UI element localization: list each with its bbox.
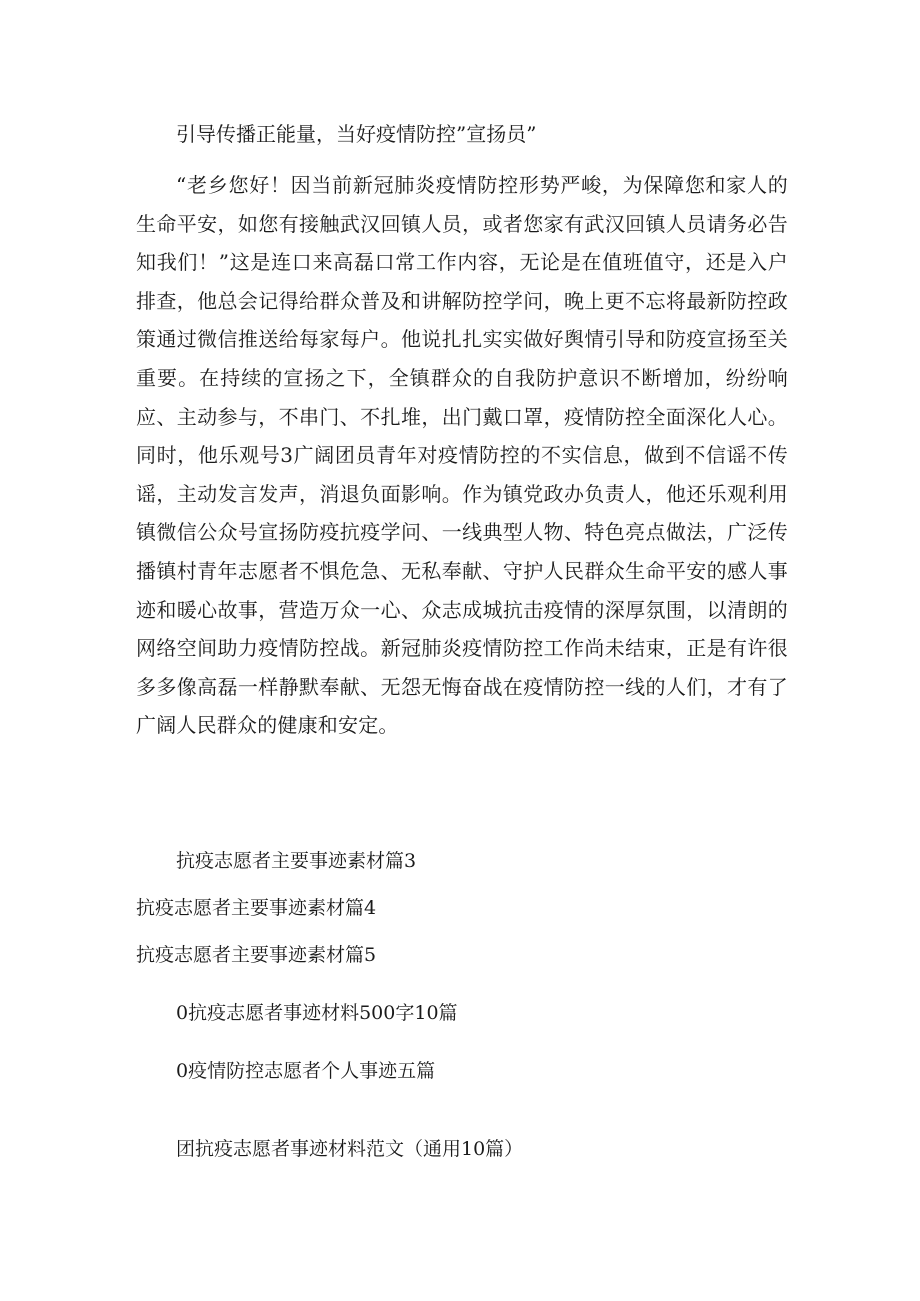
related-link-2[interactable]: 抗疫志愿者主要事迹素材篇4 bbox=[136, 897, 377, 919]
body-paragraph: “老乡您好！因当前新冠肺炎疫情防控形势严峻，为保障您和家人的生命平安，如您有接触武汉回镇人员，或者您家有武汉回镇人员请务必告知我们！”这是连口来高磊口常工作内容，无论是在值班值守，还是入户排查，他总会记得给群众普及和讲解防控学问，晚上更不忘将最新防控政策通过微信推送给每家每户。他说扎扎实实做好舆情引导和防疫宣扬至关重要。在持续的宣扬之下，全镇群众的自我防护意识不断增加，纷纷响应、主动参与，不串门、不扎堆，出门戴口罩，疫情防控全面深化人心。同时，他乐观号3广阔团员青年对疫情防控的不实信息，做到不信谣不传谣，主动发言发声，消退负面影响。作为镇党政办负责人，他还乐观利用镇微信公众号宣扬防疫抗疫学问、一线典型人物、特色亮点做法，广泛传播镇村青年志愿者不惧危急、无私奉献、守护人民群众生命平安的感人事迹和暖心故事，营造万众一心、众志成城抗击疫情的深厚氛围，以清朗的网络空间助力疫情防控战。新冠肺炎疫情防控工作尚未结束，正是有许很多多像高磊一样静默奉献、无怨无悔奋战在疫情防控一线的人们，才有了广阔人民群众的健康和安定。 bbox=[136, 173, 788, 738]
section-heading: 引导传播正能量，当好疫情防控”宣扬员” bbox=[176, 122, 537, 146]
related-link-5[interactable]: 0疫情防控志愿者个人事迹五篇 bbox=[176, 1060, 436, 1082]
related-link-3[interactable]: 抗疫志愿者主要事迹素材篇5 bbox=[136, 944, 377, 966]
related-link-1[interactable]: 抗疫志愿者主要事迹素材篇3 bbox=[176, 850, 417, 872]
related-link-6[interactable]: 团抗疫志愿者事迹材料范文（通用10篇） bbox=[176, 1138, 524, 1160]
related-link-4[interactable]: 0抗疫志愿者事迹材料500字10篇 bbox=[176, 1002, 458, 1024]
